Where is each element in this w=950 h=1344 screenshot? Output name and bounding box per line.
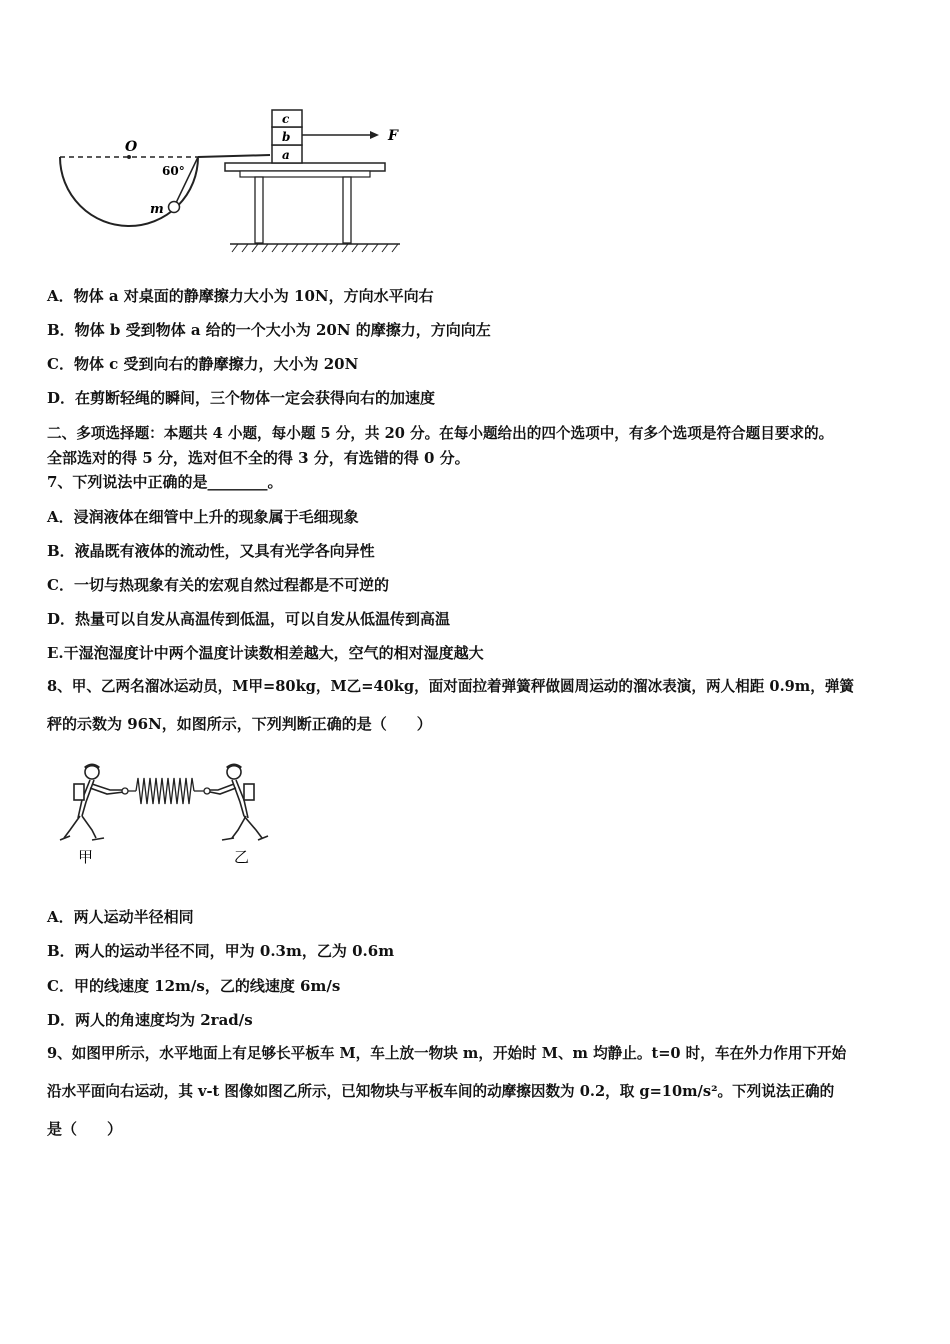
q6-option-b: B．物体 b 受到物体 a 给的一个大小为 20N 的摩擦力，方向向左 [47,321,491,339]
ball-m [169,202,180,213]
label-c: c [282,112,290,126]
q9-line1: 9、如图甲所示，水平地面上有足够长平板车 M，车上放一物块 m，开始时 M、m 均静止。t=0 时，车在外力作用下开始 [47,1045,847,1062]
q8-option-d: D．两人的角速度均为 2rad/s [47,1011,253,1029]
q8-stem-line1: 8、甲、乙两名溜冰运动员，M甲=80kg，M乙=40kg，面对面拉着弹簧秤做圆周运动的溜冰表演，两人相距 0.9m，弹簧 [47,678,855,695]
q9-line3: 是（ ） [47,1120,123,1138]
skater-right [210,765,268,840]
hand-left [122,788,128,794]
center-o-dot [127,155,131,159]
label-jia: 甲 [78,848,94,866]
label-o: O [125,139,138,155]
skater-left [60,765,124,840]
q9-line2: 沿水平面向右运动，其 v-t 图像如图乙所示，已知物块与平板车间的动摩擦因数为 0.2，取 g=10m/s²。下列说法正确的 [47,1083,835,1100]
q8-stem-line2: 秤的示数为 96N，如图所示，下列判断正确的是（ ） [47,715,432,733]
q7-option-b: B．液晶既有液体的流动性，又具有光学各向异性 [47,542,375,560]
table-top [225,163,385,171]
q8-option-b: B．两人的运动半径不同，甲为 0.3m，乙为 0.6m [47,942,395,960]
q6-option-a: A．物体 a 对桌面的静摩擦力大小为 10N，方向水平向右 [47,287,434,305]
q7-option-a: A．浸润液体在细管中上升的现象属于毛细现象 [47,508,359,526]
rope-horizontal [198,155,270,157]
q8-option-a: A．两人运动半径相同 [47,908,194,926]
label-b: b [282,130,291,144]
figure-bowl-blocks [50,105,410,265]
q7-option-d: D．热量可以自发从高温传到低温，可以自发从低温传到高温 [47,610,451,628]
table-leg-left [255,177,263,243]
label-yi: 乙 [234,848,250,866]
q8-option-c: C．甲的线速度 12m/s，乙的线速度 6m/s [47,977,341,995]
table-apron [240,171,370,177]
spring-coil [136,778,194,804]
force-arrowhead [370,131,379,139]
ground-hatch [232,244,398,252]
label-a: a [282,148,290,162]
label-f: F [388,128,398,144]
figure-skaters [52,760,272,870]
label-angle: 60° [162,164,185,178]
q6-option-d: D．在剪断轻绳的瞬间，三个物体一定会获得向右的加速度 [47,389,436,407]
q7-option-c: C．一切与热现象有关的宏观自然过程都是不可逆的 [47,576,389,594]
q7-option-e: E.干湿泡湿度计中两个温度计读数相差越大，空气的相对湿度越大 [47,644,484,662]
section2-line2: 全部选对的得 5 分，选对但不全的得 3 分，有选错的得 0 分。 [47,449,470,467]
q7-stem: 7、下列说法中正确的是________。 [47,473,283,491]
hand-right [204,788,210,794]
label-m: m [150,202,164,217]
section2-line1: 二、多项选择题：本题共 4 小题，每小题 5 分，共 20 分。在每小题给出的四个选项中，有多个选项是符合题目要求的。 [47,425,834,442]
table-leg-right [343,177,351,243]
q6-option-c: C．物体 c 受到向右的静摩擦力，大小为 20N [47,355,359,373]
